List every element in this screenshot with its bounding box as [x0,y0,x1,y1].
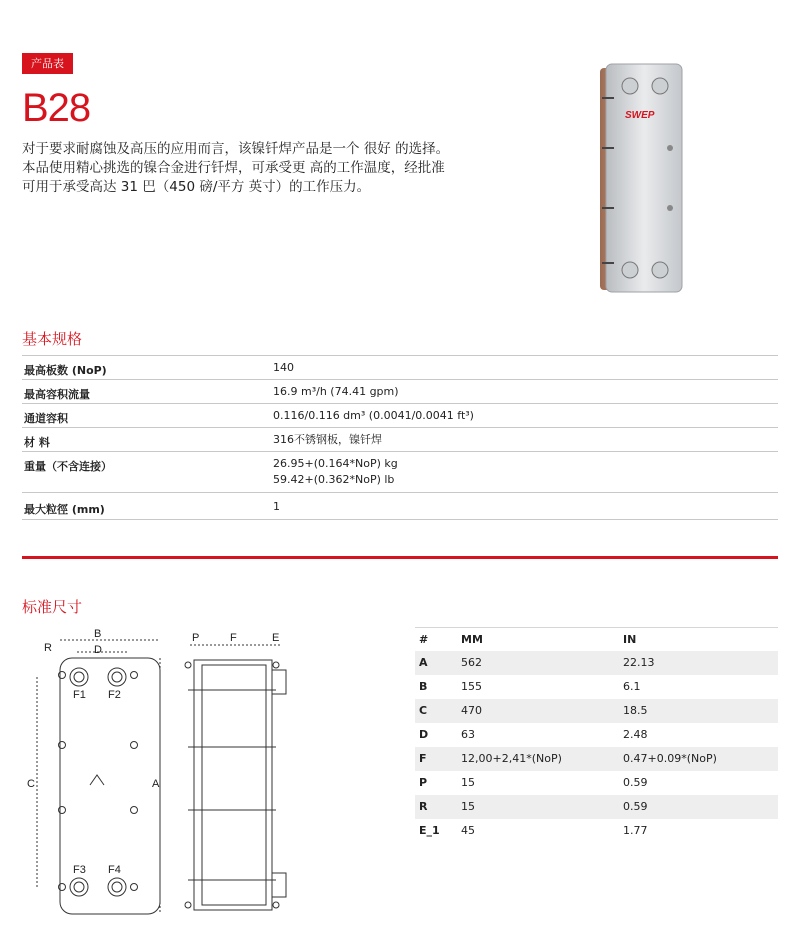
dim-mm: 155 [461,680,482,693]
dim-mm: 15 [461,800,475,813]
port-label-f3: F3 [73,864,86,876]
product-sheet-tag: 产品表 [22,53,73,74]
spec-value-secondary: 59.42+(0.362*NoP) lb [273,473,395,486]
dim-in: 2.48 [623,728,648,741]
side-view-drawing [180,625,300,925]
dim-key: C [419,704,428,717]
dim-label-b: B [94,628,102,640]
product-image [590,58,690,298]
table-row [415,651,778,675]
spec-row [22,356,778,380]
port-label-f4: F4 [108,864,121,876]
dim-label-e: E [272,632,280,644]
dim-in: 18.5 [623,704,648,717]
dim-label-c: C [27,778,35,790]
specs-title: 基本规格 [22,330,83,348]
header-col-key: # [419,633,429,646]
spec-row [22,404,778,428]
dim-key: D [419,728,429,741]
dim-in: 0.47+0.09*(NoP) [623,752,717,765]
spec-value: 1 [273,500,280,513]
table-row [415,747,778,771]
spec-label: 通道容积 [24,412,68,425]
dim-label-f: F [230,632,237,644]
dimensions-table-header [415,627,778,653]
spec-label: 最高容积流量 [24,388,90,401]
spec-row [22,380,778,404]
dim-in: 0.59 [623,776,648,789]
front-view-drawing [22,625,182,925]
port-label-f2: F2 [108,689,121,701]
dim-key: R [419,800,428,813]
table-row [415,723,778,747]
dimensions-title: 标准尺寸 [22,598,83,616]
dim-key: B [419,680,428,693]
table-row [415,699,778,723]
specs-table [22,356,778,526]
intro-line: 可用于承受高达 31 巴（450 磅/平方 英寸）的工作压力。 [22,179,371,195]
header-col-mm: MM [461,633,483,646]
spec-row [22,428,778,452]
spec-label: 最大粒徑 (mm) [24,503,105,516]
dim-in: 1.77 [623,824,648,837]
spec-value: 16.9 m³/h (74.41 gpm) [273,385,399,398]
spec-label: 材 料 [24,436,50,449]
dim-label-p: P [192,632,200,644]
swep-logo: SWEP [625,110,655,121]
dim-key: E_1 [419,824,440,837]
spec-value: 26.95+(0.164*NoP) kg [273,457,398,470]
spec-label: 最高板数 (NoP) [24,364,107,377]
dim-label-d: D [94,644,102,656]
dim-mm: 63 [461,728,475,741]
spec-label: 重量（不含连接） [24,460,112,473]
dim-mm: 12,00+2,41*(NoP) [461,752,562,765]
table-row [415,795,778,819]
dim-key: P [419,776,428,789]
spec-row [22,493,778,520]
dim-label-a: A [152,778,160,790]
spec-value: 316不锈钢板，镍钎焊 [273,433,382,446]
header-col-in: IN [623,633,637,646]
intro-text [22,140,542,197]
dim-mm: 470 [461,704,482,717]
dim-in: 6.1 [623,680,641,693]
intro-line: 本品使用精心挑选的镍合金进行钎焊，可承受更 高的工作温度，经批准 [22,160,445,176]
model-title: B28 [22,86,91,130]
dim-key: A [419,656,428,669]
spec-row [22,452,778,493]
dim-label-r: R [44,642,52,654]
port-label-f1: F1 [73,689,86,701]
dim-mm: 45 [461,824,475,837]
dim-in: 0.59 [623,800,648,813]
dim-in: 22.13 [623,656,655,669]
dim-key: F [419,752,427,765]
intro-line: 对于要求耐腐蚀及高压的应用而言，该镍钎焊产品是一个 很好 的选择。 [22,141,450,157]
dim-mm: 562 [461,656,482,669]
dim-mm: 15 [461,776,475,789]
table-row [415,675,778,699]
spec-value: 0.116/0.116 dm³ (0.0041/0.0041 ft³) [273,409,474,422]
table-row [415,771,778,795]
spec-value: 140 [273,361,294,374]
section-divider [22,556,778,559]
table-row [415,819,778,843]
